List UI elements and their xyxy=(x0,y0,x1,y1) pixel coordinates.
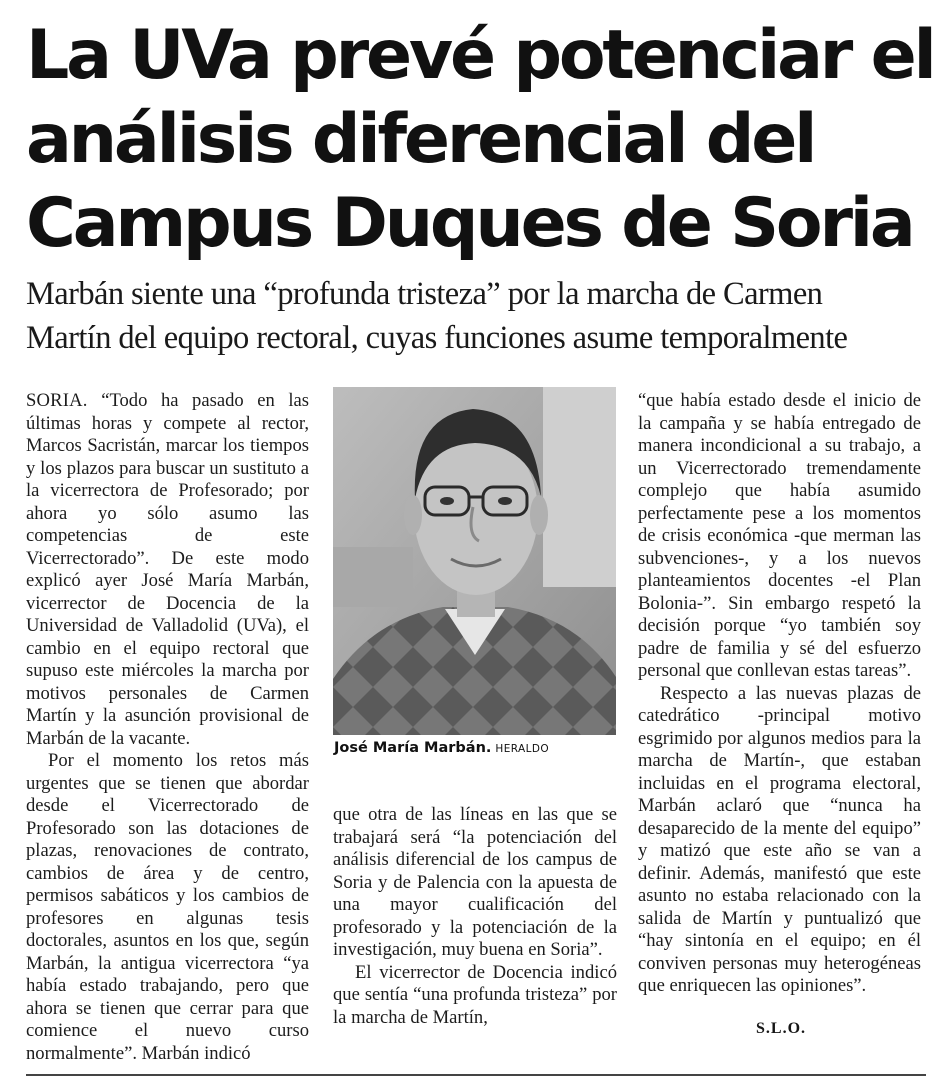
headline-line-1: La UVa prevé potenciar el xyxy=(26,16,934,95)
article-column-1 xyxy=(26,390,309,1065)
subheadline-line-1: Marbán siente una “profunda tristeza” por la marcha de Carmen xyxy=(26,276,823,312)
caption-credit: HERALDO xyxy=(495,743,549,755)
bottom-divider xyxy=(26,1074,926,1076)
photo-caption xyxy=(334,740,617,756)
portrait-photo xyxy=(333,387,616,735)
portrait-illustration xyxy=(333,387,616,735)
paragraph-text: “Todo ha pasado en las últimas horas y compete al rector, Marcos Sacristán, marcar los tiempos y los plazos para buscar un sustituto a la vicerrectora de Profesorado; por ahora yo sólo asumo las competencias de este Vicerrectorado”. De este modo explicó ayer José María Marbán, vicerrector de Docencia de la Universidad de Valladolid (UVa), el cambio en el equipo rectoral que supuso este miércoles la marcha por motivos personales de Carmen Martín y la asunción provisional de Marbán de la vacante. xyxy=(26,390,309,749)
headline-line-3: Campus Duques de Soria xyxy=(26,184,913,263)
article-paragraph xyxy=(26,390,309,750)
article-column-3 xyxy=(638,390,921,998)
subheadline-line-2: Martín del equipo rectoral, cuyas funciones asume temporalmente xyxy=(26,320,848,356)
article-paragraph: El vicerrector de Docencia indicó que sentía “una profunda tristeza” por la marcha de Martín, xyxy=(333,961,617,1028)
article-paragraph: que otra de las líneas en las que se trabajará será “la potenciación del análisis diferencial de los campus de Soria y de Palencia con la apuesta de una mayor cualificación del profesorado y la potenciación de la investigación, muy buena en Soria”. xyxy=(333,804,617,960)
article-column-2 xyxy=(333,804,617,1029)
headline xyxy=(26,14,934,266)
caption-name: José María Marbán. xyxy=(334,740,492,756)
headline-line-2: análisis diferencial del xyxy=(26,100,815,179)
article-paragraph: Respecto a las nuevas plazas de catedrático -principal motivo esgrimido por algunos medios para la marcha de Martín-, que estaban incluidas en el programa electoral, Marbán aclaró que “nunca ha desaparecido de la mente del equipo” y matizó que este año se van a definir. Además, manifestó que este asunto no estaba relacionado con la salida de Martín y puntualizó que “hay sintonía en el equipo; en él conviven personas muy heterogéneas que enriquecen las opiniones”. xyxy=(638,682,921,996)
dateline: SORIA. xyxy=(26,390,88,411)
article-paragraph: “que había estado desde el inicio de la campaña y se había entregado de manera incondicional a su trabajo, a un Vicerrectorado tremendamente complejo que había asumido perfectamente pese a los momentos de crisis económica -que merman las subvenciones-, y a los nuevos planteamientos docentes -el Plan Bolonia-”. Sin embargo respetó la decisión porque “yo también soy padre de familia y sé del esfuerzo personal que conllevan estas tareas”. xyxy=(638,390,921,681)
author-signature: S.L.O. xyxy=(756,1020,807,1037)
subheadline xyxy=(26,272,926,360)
article-paragraph: Por el momento los retos más urgentes que se tienen que abordar desde el Vicerrectorado de Profesorado son las dotaciones de plazas, renovaciones de contrato, cambios de área y de centro, permisos sabáticos y los cambios de profesores en algunas tesis doctorales, asuntos en los que, según Marbán, la antigua vicerrectora “ya había estado trabajando, pero que ahora se tienen que cerrar para que comience el nuevo curso normalmente”. Marbán indicó xyxy=(26,750,309,1064)
